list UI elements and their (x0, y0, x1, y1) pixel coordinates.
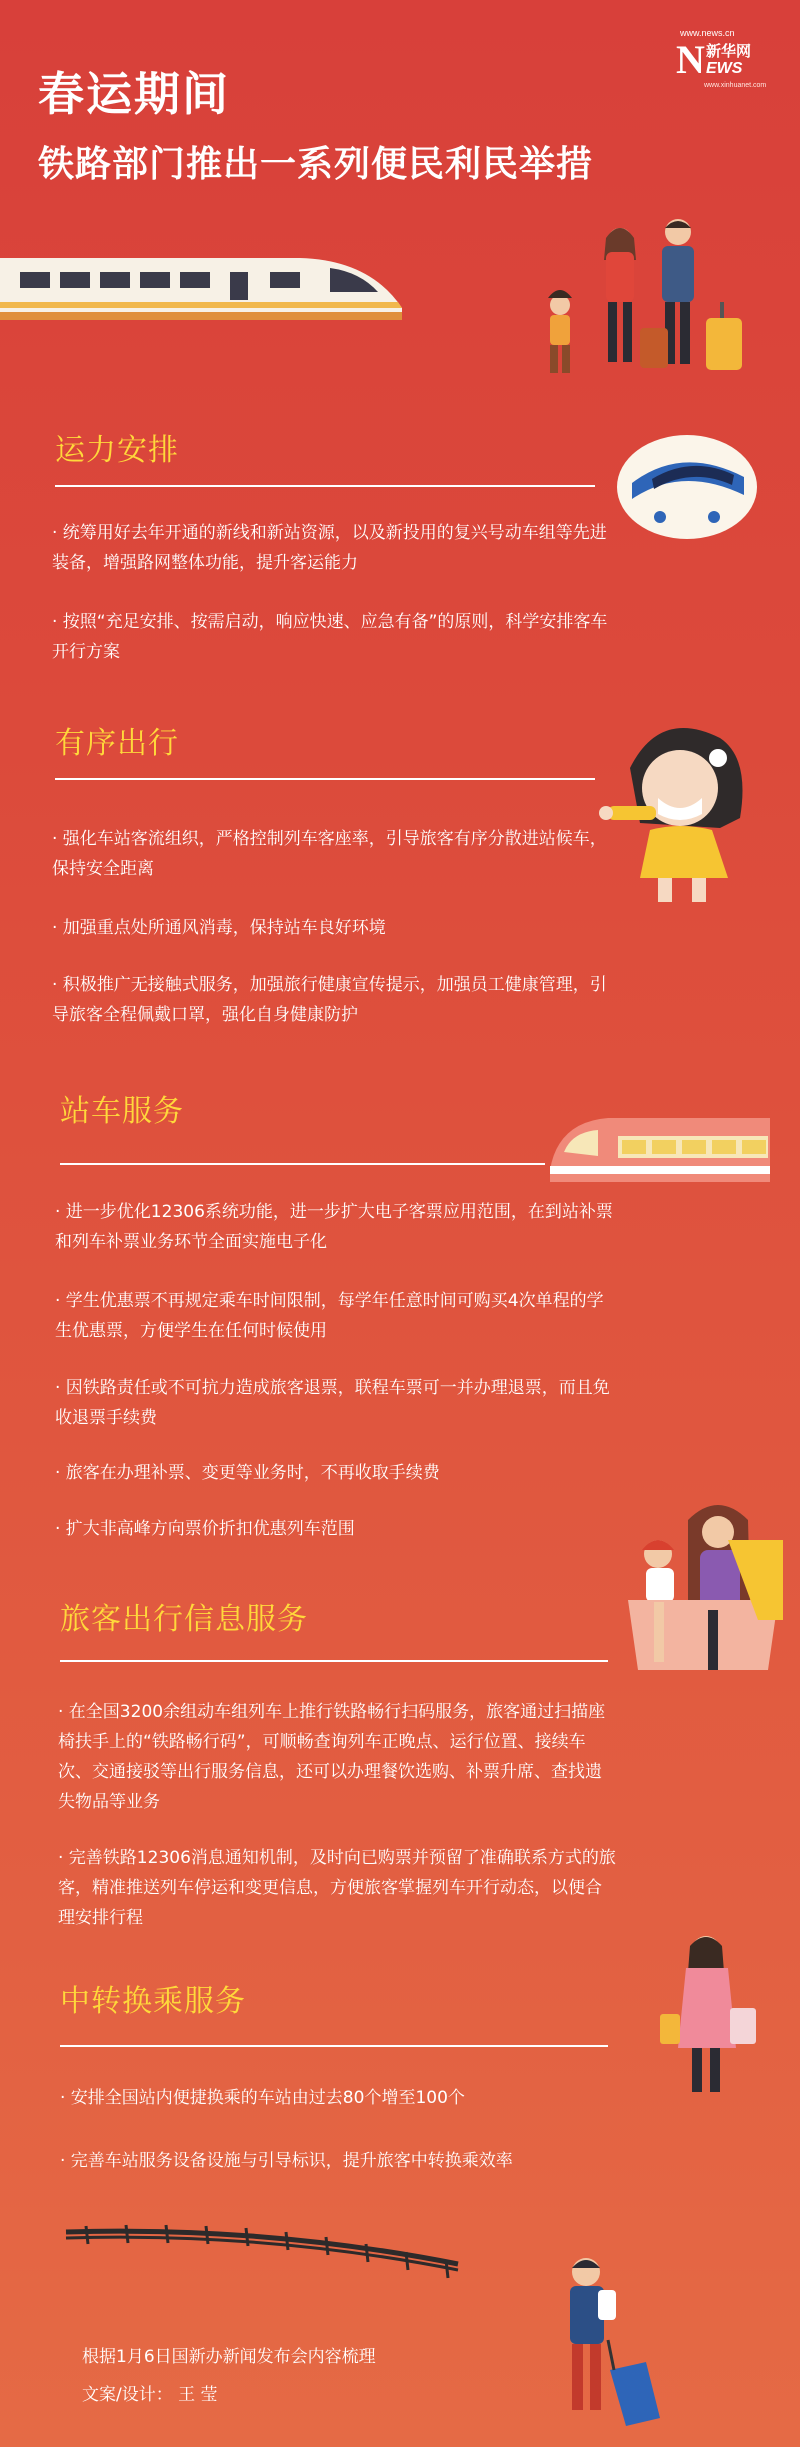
list-item: · 在全国3200余组动车组列车上推行铁路畅行扫码服务，旅客通过扫描座椅扶手上的“铁路畅行码”，可顺畅查询列车正晚点、运行位置、接续车次、交通接驳等出行服务信息，还可以办理餐饮选购、补票升席、查找遗失物品等业务 (58, 1702, 606, 1812)
list-item: · 安排全国站内便捷换乘的车站由过去80个增至100个 (60, 2088, 465, 2108)
section-divider (60, 2045, 608, 2047)
logo-sub-text: www.xinhuanet.com (704, 82, 767, 89)
family-travel-illustration (520, 210, 760, 390)
design-credit: 文案/设计： 王 莹 (82, 2385, 218, 2405)
logo-url-text: www.news.cn (680, 28, 735, 38)
list-item: · 统筹用好去年开通的新线和新站资源，以及新投用的复兴号动车组等先进装备，增强路网整体功能，提升客运能力 (52, 523, 607, 573)
logo-cn: 新华网 (706, 42, 752, 60)
section-title-capacity: 运力安排 (55, 433, 179, 468)
section-divider (60, 1163, 545, 1165)
list-item: · 完善铁路12306消息通知机制，及时向已购票并预留了准确联系方式的旅客，精准推送列车停运和变更信息，方便旅客掌握列车开行动态，以便合理安排行程 (58, 1848, 616, 1928)
passengers-on-seat-illustration (618, 1480, 788, 1700)
section-title-transfer-service: 中转换乘服务 (60, 1984, 246, 2019)
logo-ews: EWS (706, 60, 743, 77)
list-item: · 进一步优化12306系统功能，进一步扩大电子客票应用范围，在到站补票和列车补票业务环节全面实施电子化 (55, 1202, 613, 1252)
section-title-station-service: 站车服务 (60, 1094, 184, 1129)
train-head-icon (612, 425, 762, 545)
logo-letter: N (676, 37, 705, 82)
railway-track-illustration (66, 2222, 466, 2272)
section-title-orderly-travel: 有序出行 (55, 726, 179, 761)
list-item: · 学生优惠票不再规定乘车时间限制，每学年任意时间可购买4次单程的学生优惠票，方便学生在任何时候使用 (55, 1291, 604, 1341)
list-item: · 完善车站服务设备设施与引导标识，提升旅客中转换乘效率 (60, 2151, 513, 2171)
source-note: 根据1月6日国新办新闻发布会内容梳理 (82, 2347, 376, 2367)
list-item: · 积极推广无接触式服务，加强旅行健康宣传提示，加强员工健康管理，引导旅客全程佩戴口罩，强化自身健康防护 (52, 975, 607, 1025)
high-speed-train-illustration (0, 238, 410, 328)
train-car-illustration (548, 1112, 774, 1188)
list-item: · 旅客在办理补票、变更等业务时，不再收取手续费 (55, 1463, 440, 1483)
girl-with-mask-illustration (600, 718, 770, 908)
page-title: 春运期间 (38, 67, 230, 121)
section-divider (60, 1660, 608, 1662)
list-item: · 因铁路责任或不可抗力造成旅客退票，联程车票可一并办理退票，而且免收退票手续费 (55, 1378, 610, 1428)
list-item: · 强化车站客流组织，严格控制列车客座率，引导旅客有序分散进站候车，保持安全距离 (52, 829, 607, 879)
section-divider (55, 778, 595, 780)
section-divider (55, 485, 595, 487)
xinhua-logo (676, 38, 766, 82)
woman-with-bags-illustration (650, 1928, 770, 2108)
list-item: · 加强重点处所通风消毒，保持站车良好环境 (52, 918, 386, 938)
section-title-travel-info-service: 旅客出行信息服务 (60, 1602, 308, 1637)
traveler-with-suitcase-illustration (536, 2250, 666, 2440)
page-subtitle: 铁路部门推出一系列便民利民举措 (38, 144, 594, 185)
list-item: · 扩大非高峰方向票价折扣优惠列车范围 (55, 1519, 355, 1539)
list-item: · 按照“充足安排、按需启动，响应快速、应急有备”的原则，科学安排客车开行方案 (52, 612, 608, 662)
